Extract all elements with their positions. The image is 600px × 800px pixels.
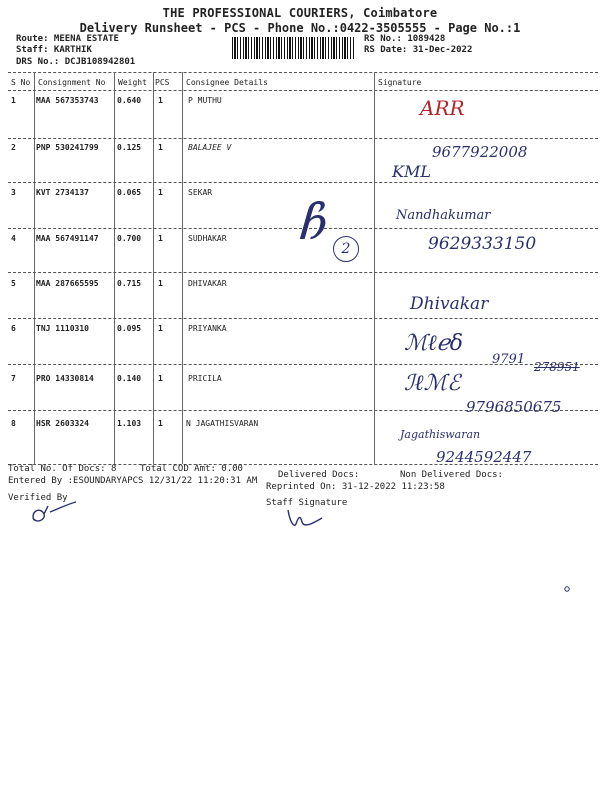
reprinted-on: Reprinted On: 31-12-2022 11:23:58 (266, 482, 445, 492)
handwritten-signature: ARR (420, 96, 465, 120)
document-subtitle: Delivery Runsheet - PCS - Phone No.:0422-3505555 - Page No.:1 (79, 21, 521, 35)
row-sno: 3 (11, 188, 16, 197)
handwritten-name: Jagathiswaran (400, 428, 481, 441)
row-pcs: 1 (158, 374, 163, 383)
row-pcs: 1 (158, 234, 163, 243)
column-header-sno: S No (11, 78, 31, 87)
handwritten-phone: 9629333150 (428, 234, 537, 254)
row-pcs: 1 (158, 96, 163, 105)
row-weight: 0.640 (117, 96, 142, 105)
handwritten-signature: ℳℓℯδ (404, 331, 463, 356)
total-cod-amount: Total COD Amt: 0.00 (140, 464, 243, 474)
row-consignee: SUDHAKAR (188, 234, 227, 243)
row-sno: 1 (11, 96, 16, 105)
rs-number: RS No.: 1089428 (364, 34, 446, 44)
row-weight: 0.095 (117, 324, 142, 333)
row-consignee: PRIYANKA (188, 324, 227, 333)
row-separator (8, 138, 598, 139)
row-consignee: SEKAR (188, 188, 213, 197)
row-consignee: DHIVAKAR (188, 279, 227, 288)
verified-by-label: Verified By (8, 493, 68, 503)
handwritten-phone: 9677922008 (432, 143, 528, 161)
row-consignment: PNP 530241799 (36, 143, 99, 152)
column-divider (374, 72, 375, 464)
handwritten-mark: ჩ (300, 196, 328, 250)
row-consignment: TNJ 1110310 (36, 324, 89, 333)
staff-signature-label: Staff Signature (266, 498, 348, 508)
row-consignee: BALAJEE V (188, 143, 232, 152)
row-sno: 6 (11, 324, 16, 333)
row-separator (8, 182, 598, 183)
row-consignee: N JAGATHISVARAN (186, 419, 259, 428)
delivered-docs: Delivered Docs: (278, 470, 360, 480)
row-weight: 0.065 (117, 188, 142, 197)
row-consignment: MAA 567491147 (36, 234, 99, 243)
handwritten-name: Nandhakumar (396, 208, 491, 223)
row-consignee: P MUTHU (188, 96, 222, 105)
row-consignment: MAA 567353743 (36, 96, 99, 105)
row-consignment: KVT 2734137 (36, 188, 89, 197)
handwritten-phone: 9796850675 (466, 398, 562, 416)
row-weight: 0.125 (117, 143, 142, 152)
row-consignee: PRICILA (188, 374, 222, 383)
circled-number: 2 (333, 236, 359, 262)
row-pcs: 1 (158, 188, 163, 197)
column-header-weight: Weight (118, 78, 147, 87)
document-title: THE PROFESSIONAL COURIERS, Coimbatore (162, 6, 438, 20)
table-header-rule (8, 90, 598, 91)
table-top-rule (8, 72, 598, 73)
handwritten-signature: KML (392, 162, 431, 181)
row-sno: 5 (11, 279, 16, 288)
row-weight: 0.700 (117, 234, 142, 243)
row-pcs: 1 (158, 324, 163, 333)
non-delivered-docs: Non Delivered Docs: (400, 470, 503, 480)
staff-label: Staff: KARTHIK (16, 45, 92, 55)
row-separator (8, 272, 598, 273)
total-docs: Total No. Of Docs: 8 (8, 464, 117, 474)
handwritten-signature: ℐℓℳℰ (404, 371, 461, 396)
row-sno: 4 (11, 234, 16, 243)
handwritten-signature: Dhivakar (410, 294, 489, 314)
verified-signature-mark (24, 498, 84, 528)
column-header-pcs: PCS (155, 78, 170, 87)
row-consignment: PRO 14330814 (36, 374, 94, 383)
rs-date: RS Date: 31-Dec-2022 (364, 45, 473, 55)
row-pcs: 1 (158, 419, 163, 428)
row-consignment: MAA 287665595 (36, 279, 99, 288)
row-consignment: HSR 2603324 (36, 419, 89, 428)
column-divider (34, 72, 35, 464)
entered-by: Entered By :ESOUNDARYAPCS 12/31/22 11:20:31 AM (8, 476, 258, 486)
column-divider (153, 72, 154, 464)
row-sno: 2 (11, 143, 16, 152)
column-header-consignee: Consignee Details (186, 78, 268, 87)
row-weight: 0.715 (117, 279, 142, 288)
column-header-signature: Signature (378, 78, 422, 87)
staff-signature-mark (282, 504, 332, 532)
row-pcs: 1 (158, 279, 163, 288)
handwritten-phone: 278951 (534, 360, 580, 374)
column-header-consignment: Consignment No (38, 78, 106, 87)
barcode-image (232, 37, 354, 59)
row-weight: 0.140 (117, 374, 142, 383)
row-weight: 1.103 (117, 419, 142, 428)
row-sno: 7 (11, 374, 16, 383)
row-separator (8, 318, 598, 319)
column-divider (114, 72, 115, 464)
column-divider (182, 72, 183, 464)
handwritten-phone: 9244592447 (436, 448, 532, 466)
route-label: Route: MEENA ESTATE (16, 34, 119, 44)
handwritten-phone: 9791 (492, 352, 526, 367)
row-sno: 8 (11, 419, 16, 428)
ink-speck (562, 584, 572, 594)
drs-number: DRS No.: DCJB108942801 (16, 57, 136, 67)
row-pcs: 1 (158, 143, 163, 152)
